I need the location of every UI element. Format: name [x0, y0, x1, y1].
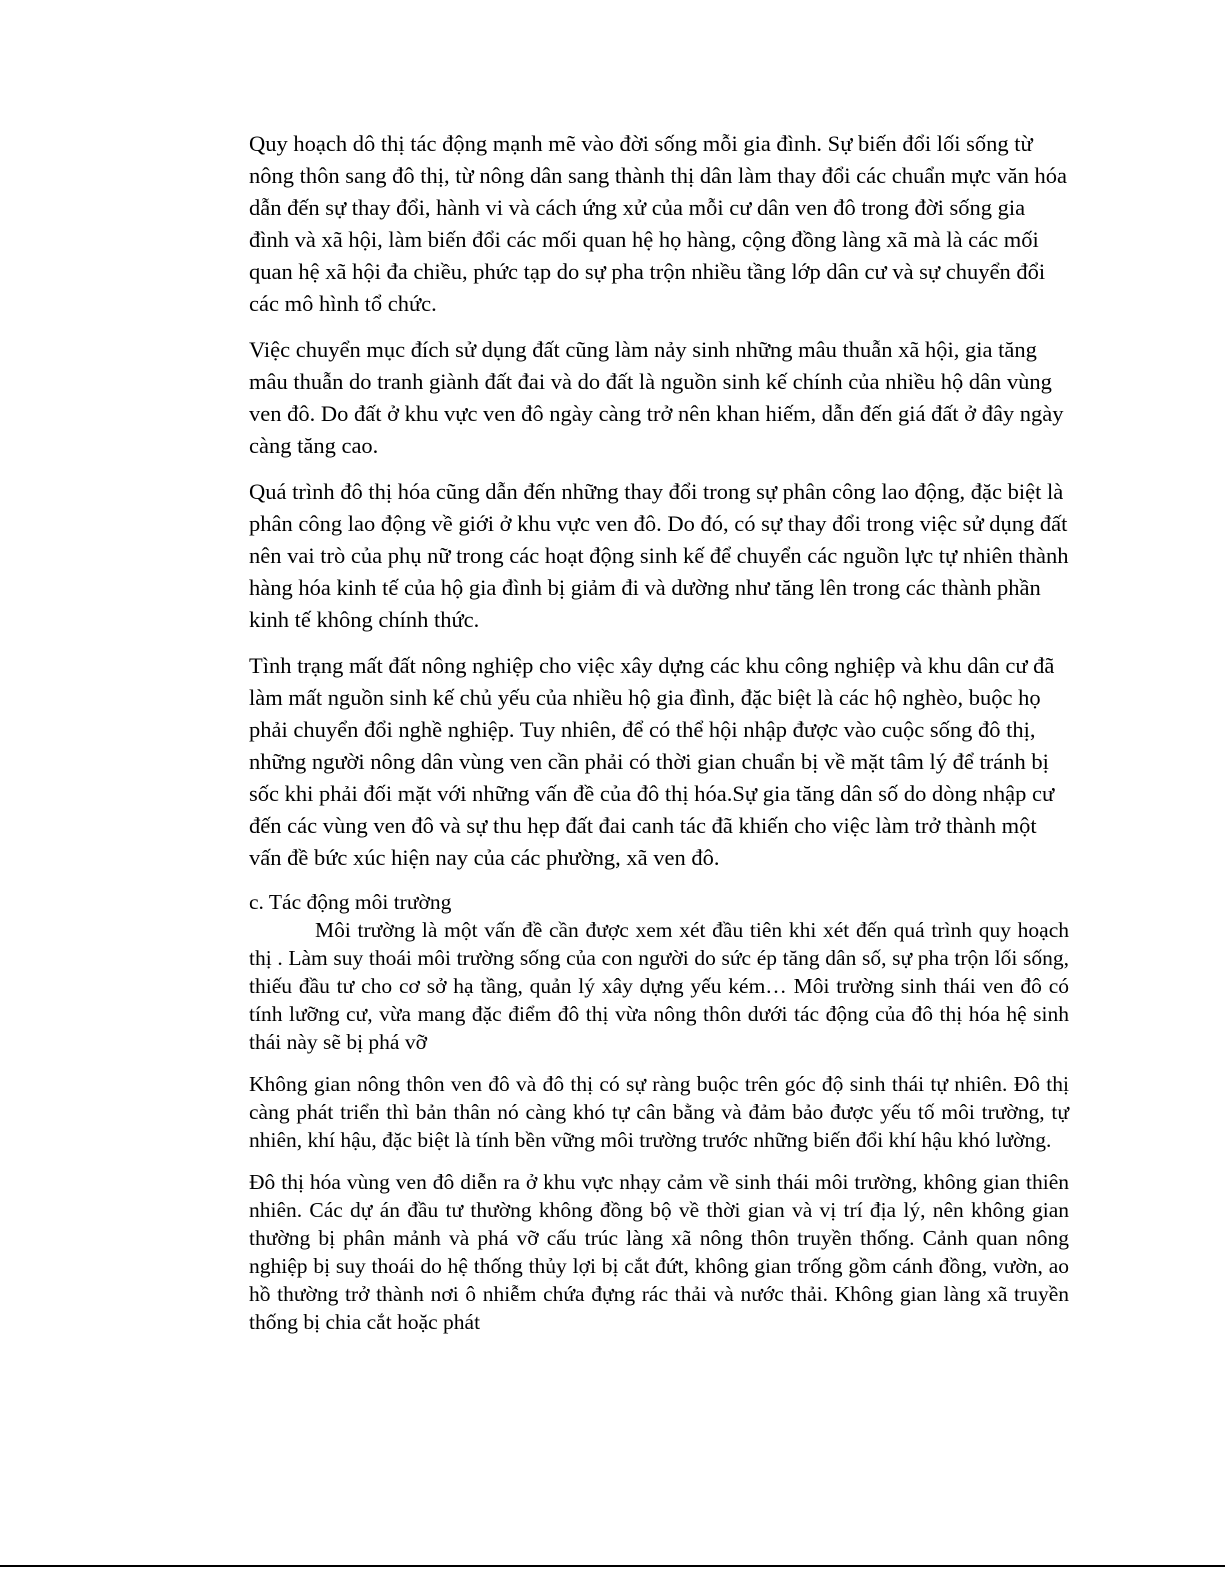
paragraph-ecology-constraint: Không gian nông thôn ven đô và đô thị có sự ràng buộc trên góc độ sinh thái tự nhiên. Đô thị càng phát triển thì bản thân nó càng khó tự cân bằng và đảm bảo được yếu tố môi trường, tự nhiên, khí hậu, đặc biệt là tính bền vững môi trường trước những biến đổi khí hậu khó lường. [249, 1072, 1069, 1152]
page-bottom-rule [0, 1565, 1225, 1567]
paragraph-fragmentation: Đô thị hóa vùng ven đô diễn ra ở khu vực nhạy cảm về sinh thái môi trường, không gian thiên nhiên. Các dự án đầu tư thường không đồng bộ về thời gian và vị trí địa lý, nên không gian thường bị phân mảnh và phá vỡ cấu trúc làng xã nông thôn truyền thống. Cảnh quan nông nghiệp bị suy thoái do hệ thống thủy lợi bị cắt đứt, không gian trống gồm cánh đồng, vườn, ao hồ thường trở thành nơi ô nhiễm chứa đựng rác thải và nước thải. Không gian làng xã truyền thống bị chia cắt hoặc phát [249, 1170, 1069, 1334]
paragraph-labor-division: Quá trình đô thị hóa cũng dẫn đến những thay đổi trong sự phân công lao động, đặc biệt là phân công lao động về giới ở khu vực ven đô. Do đó, có sự thay đổi trong việc sử dụng đất nên vai trò của phụ nữ trong các hoạt động sinh kế để chuyển các nguồn lực tự nhiên thành hàng hóa kinh tế của hộ gia đình bị giảm đi và dường như tăng lên trong các thành phần kinh tế không chính thức. [249, 479, 1069, 632]
paragraph-land-conflict: Việc chuyển mục đích sử dụng đất cũng làm nảy sinh những mâu thuẫn xã hội, gia tăng mâu thuẫn do tranh giành đất đai và do đất là nguồn sinh kế chính của nhiều hộ dân vùng ven đô. Do đất ở khu vực ven đô ngày càng trở nên khan hiếm, dẫn đến giá đất ở đây ngày càng tăng cao. [249, 337, 1064, 458]
paragraph-environment-intro: Môi trường là một vấn đề cần được xem xét đầu tiên khi xét đến quá trình quy hoạch thị . Làm suy thoái môi trường sống của con người do sức ép tăng dân số, sự pha trộn lối sống, thiếu đầu tư cho cơ sở hạ tầng, quản lý xây dựng yếu kém… Môi trường sinh thái ven đô có tính lưỡng cư, vừa mang đặc điểm đô thị vừa nông thôn dưới tác động của đô thị hóa hệ sinh thái này sẽ bị phá vỡ [249, 918, 1069, 1054]
paragraph-family-life: Quy hoạch dô thị tác động mạnh mẽ vào đời sống mỗi gia đình. Sự biến đổi lối sống từ nông thôn sang đô thị, từ nông dân sang thành thị dân làm thay đổi các chuẩn mực văn hóa dẫn đến sự thay đổi, hành vi và cách ứng xử của mỗi cư dân ven đô trong đời sống gia đình và xã hội, làm biến đổi các mối quan hệ họ hàng, cộng đồng làng xã mà là các mối quan hệ xã hội đa chiều, phức tạp do sự pha trộn nhiều tầng lớp dân cư và sự chuyển đổi các mô hình tổ chức. [249, 131, 1067, 316]
paragraph-land-loss: Tình trạng mất đất nông nghiệp cho việc xây dựng các khu công nghiệp và khu dân cư đã làm mất nguồn sinh kế chủ yếu của nhiều hộ gia đình, đặc biệt là các hộ nghèo, buộc họ phải chuyển đổi nghề nghiệp. Tuy nhiên, để có thể hội nhập được vào cuộc sống đô thị, những người nông dân vùng ven cần phải có thời gian chuẩn bị về mặt tâm lý để tránh bị sốc khi phải đối mặt với những vấn đề của đô thị hóa.Sự gia tăng dân số do dòng nhập cư đến các vùng ven đô và sự thu hẹp đất đai canh tác đã khiến cho việc làm trở thành một vấn đề bức xúc hiện nay của các phường, xã ven đô. [249, 653, 1055, 870]
section-heading: c. Tác động môi trường [249, 890, 452, 914]
document-page [249, 128, 1069, 1350]
